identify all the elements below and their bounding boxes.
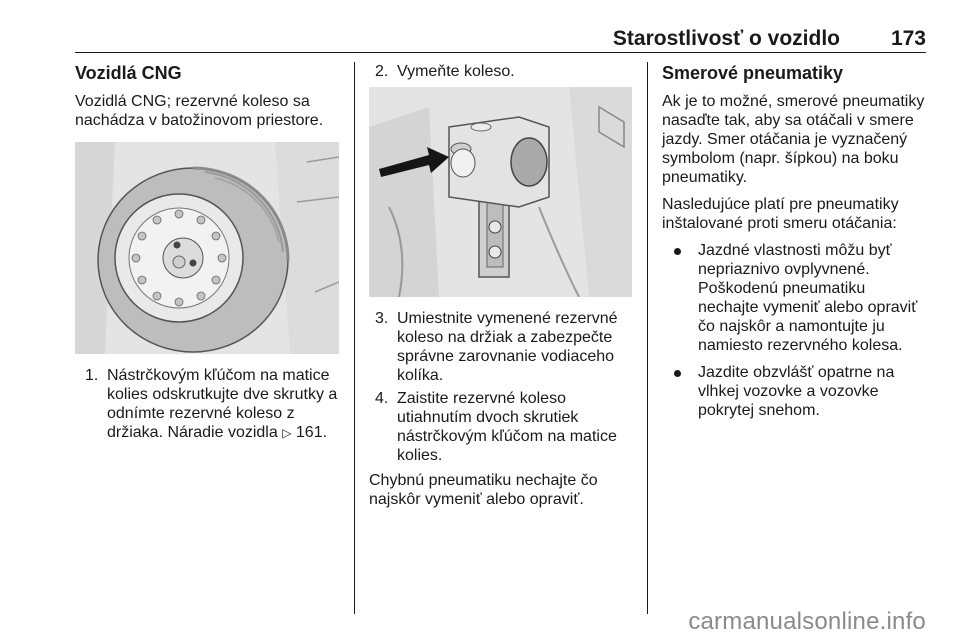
replacement-note: Chybnú pneumatiku nechajte čo najskôr vymeniť alebo opraviť. [369,472,598,508]
step-text: Umiestnite vymenené rezervné koleso na držiak a zabezpečte správne zarovnanie vodiaceho kolíka. [397,310,618,384]
step-4 [375,389,635,465]
cng-intro: Vozidlá CNG; rezervné koleso sa nachádza v batožinovom priestore. [75,93,324,129]
step-1 [85,366,343,443]
page-reference: 161. [295,424,328,441]
step-text: Vymeňte koleso. [397,63,515,80]
wheel-holder-figure [369,87,632,297]
step-text: Nástrčkovým kľúčom na matice kolies odskrutkujte dve skrutky a odnímte rezervné koleso z držiaka. Náradie vozidla [107,367,338,441]
section-heading-cng: Vozidlá CNG [75,63,182,83]
column-1 [75,62,343,447]
step-number: 2. [375,63,389,80]
page-number: 173 [890,27,926,50]
step-number: 3. [375,310,389,327]
spare-wheel-illustration [75,142,339,354]
header-title: Starostlivosť o vozidlo [612,27,840,50]
list-item [672,241,930,355]
reference-arrow-icon: ▷ [282,426,292,440]
bullet-text: Jazdné vlastnosti môžu byť nepriaznivo ovplyvnené. Poškodenú pneumatiku nechajte vymeniť alebo opraviť čo najskôr a namontujte ju namiesto rezervného kolesa. [698,242,918,354]
wheel-holder-illustration [369,87,632,297]
step-3 [375,309,635,385]
step-number: 1. [85,367,99,384]
list-item [672,363,930,420]
step-2 [375,62,635,81]
bullet-icon [674,370,681,377]
page-header [75,22,926,53]
watermark: carmanualsonline.info [688,608,926,635]
directional-tyres-condition: Nasledujúce platí pre pneumatiky inštalované proti smeru otáčania: [662,196,899,232]
column-3 [662,62,930,428]
warnings-list [672,241,930,420]
spare-wheel-figure [75,142,339,354]
column-divider-1 [354,62,355,614]
directional-tyres-intro: Ak je to možné, smerové pneumatiky nasaďte tak, aby sa otáčali v smere jazdy. Smer otáčania je vyznačený symbolom (napr. šípkou) na boku pneumatiky. [662,93,925,186]
bullet-text: Jazdite obzvlášť opatrne na vlhkej vozovke a vozovke pokrytej snehom. [698,364,895,419]
column-divider-2 [647,62,648,614]
bullet-icon [674,248,681,255]
column-2 [369,62,635,517]
steps-list-col2-top [369,62,635,81]
steps-list-col2 [369,309,635,465]
section-heading-directional-tyres: Smerové pneumatiky [662,63,844,83]
step-text: Zaistite rezervné koleso utiahnutím dvoch skrutiek nástrčkovým kľúčom na matice kolies. [397,390,617,464]
steps-list-col1 [75,366,343,443]
step-number: 4. [375,390,389,407]
